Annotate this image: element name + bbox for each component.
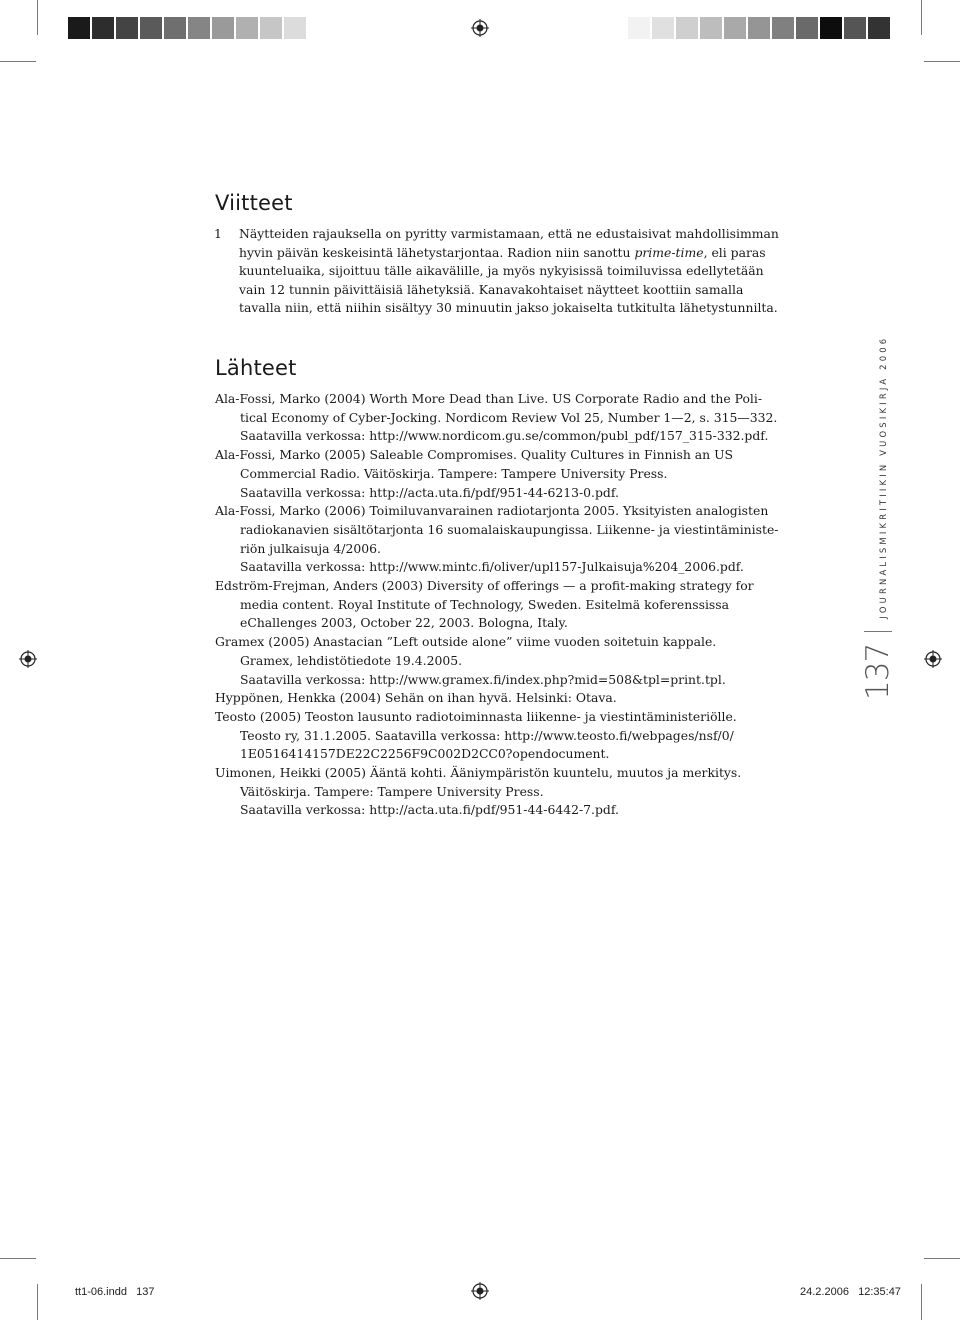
color-swatch <box>116 17 138 39</box>
color-swatch <box>652 17 674 39</box>
color-swatch <box>700 17 722 39</box>
registration-mark-top-icon <box>471 19 489 37</box>
color-swatch <box>212 17 234 39</box>
color-swatch <box>188 17 210 39</box>
crop-mark-bottom-left-v <box>37 1284 38 1320</box>
reference-line: eChallenges 2003, October 22, 2003. Bologna, Italy. <box>240 615 568 631</box>
reference-line: Commercial Radio. Väitöskirja. Tampere: Tampere University Press. <box>240 465 668 481</box>
reference-list <box>215 390 779 820</box>
footnote-line: tavalla niin, että niihin sisältyy 30 minuutin jakso jokaiselta tutkitulta lähetystunnilta. <box>239 300 778 316</box>
registration-mark-right-icon <box>924 650 942 668</box>
footnote-line: Näytteiden rajauksella on pyritty varmistamaan, että ne edustaisivat mahdollisimman <box>239 226 779 241</box>
reference-line: riön julkaisuja 4/2006. <box>240 540 381 556</box>
crop-mark-top-right-v <box>921 0 922 35</box>
reference-line: Saatavilla verkossa: http://acta.uta.fi/pdf/951-44-6442-7.pdf. <box>240 802 619 818</box>
color-swatch <box>284 17 306 39</box>
crop-mark-top-left-v <box>37 0 38 35</box>
color-swatch <box>676 17 698 39</box>
reference-line: Gramex (2005) Anastacian ”Left outside alone” viime vuoden soitetuin kappale. <box>215 634 717 650</box>
reference-line: media content. Royal Institute of Technology, Sweden. Esitelmä koferenssissa <box>240 596 730 612</box>
reference-line: Ala-Fossi, Marko (2005) Saleable Compromises. Quality Cultures in Finnish an US <box>215 447 734 463</box>
page-number: 137 <box>860 643 896 700</box>
reference-line: radiokanavien sisältötarjonta 16 suomalaiskaupungissa. Liikenne- ja viestintäministe- <box>240 521 779 537</box>
footnote <box>214 225 779 318</box>
slug-datetime: 24.2.2006 12:35:47 <box>800 1286 901 1298</box>
reference-line: 1E0516414157DE22C2256F9C002D2CC0?opendocument. <box>240 746 610 762</box>
color-swatch <box>868 17 890 39</box>
color-swatch <box>236 17 258 39</box>
registration-mark-bottom-icon <box>471 1282 489 1300</box>
footnote-line: vain 12 tunnin päivittäisiä lähetyksiä. Kanavakohtaiset näytteet koottiin samalla <box>239 281 744 297</box>
footnote-line: kuunteluaika, sijoittuu tälle aikavälille, ja myös nykyisissä toimiluvissa edellytetään <box>239 263 764 279</box>
italic-term: prime-time <box>634 244 704 260</box>
reference-line: Teosto ry, 31.1.2005. Saatavilla verkossa: http://www.teosto.fi/webpages/nsf/0/ <box>240 727 734 743</box>
publication-title: JOURNALISMIKRITIIKIN VUOSIKIRJA 2006 <box>878 335 888 619</box>
crop-mark-bottom-left-h <box>0 1258 36 1259</box>
reference-line: Saatavilla verkossa: http://www.gramex.fi/index.php?mid=508&tpl=print.tpl. <box>240 671 726 687</box>
reference-line: Saatavilla verkossa: http://www.mintc.fi/oliver/upl157-Julkaisuja%204_2006.pdf. <box>240 559 744 575</box>
slug-file: tt1-06.indd 137 <box>75 1286 155 1298</box>
color-swatch <box>796 17 818 39</box>
reference-line: Gramex, lehdistötiedote 19.4.2005. <box>240 652 463 668</box>
reference-line: Uimonen, Heikki (2005) Ääntä kohti. Ääniympäristön kuuntelu, muutos ja merkitys. <box>215 765 742 781</box>
notes-heading: Viitteet <box>215 191 293 215</box>
reference-line: Ala-Fossi, Marko (2006) Toimiluvanvarainen radiotarjonta 2005. Yksityisten analogisten <box>215 503 769 519</box>
reference-line: Edström-Frejman, Anders (2003) Diversity of offerings — a profit-making strategy for <box>215 578 754 594</box>
crop-mark-bottom-right-h <box>924 1258 960 1259</box>
color-swatch <box>628 17 650 39</box>
footnote-line: hyvin päivän keskeisintä lähetystarjontaa. Radion niin sanottu prime-time, eli paras <box>239 244 766 260</box>
running-footer <box>860 336 896 700</box>
reference-line: tical Economy of Cyber-Jocking. Nordicom Review Vol 25, Number 1—2, s. 315—332. <box>240 409 778 425</box>
sources-heading: Lähteet <box>215 356 297 380</box>
color-swatch <box>820 17 842 39</box>
registration-mark-left-icon <box>19 650 37 668</box>
reference-line: Teosto (2005) Teoston lausunto radiotoiminnasta liikenne- ja viestintäministeriölle. <box>215 708 737 724</box>
color-swatch <box>164 17 186 39</box>
footnote-number: 1 <box>214 226 222 241</box>
crop-mark-bottom-right-v <box>921 1284 922 1320</box>
crop-mark-top-right-h <box>924 61 960 62</box>
color-swatch <box>844 17 866 39</box>
reference-line: Hyppönen, Henkka (2004) Sehän on ihan hyvä. Helsinki: Otava. <box>215 690 617 706</box>
reference-line: Ala-Fossi, Marko (2004) Worth More Dead than Live. US Corporate Radio and the Poli- <box>215 391 763 406</box>
color-swatch <box>140 17 162 39</box>
color-swatch <box>260 17 282 39</box>
reference-line: Väitöskirja. Tampere: Tampere University Press. <box>240 783 544 799</box>
color-swatch <box>772 17 794 39</box>
crop-mark-top-left-h <box>0 61 36 62</box>
spine-divider <box>864 631 892 632</box>
color-swatch <box>748 17 770 39</box>
color-swatch <box>68 17 90 39</box>
color-bar-left <box>68 17 308 39</box>
color-bar-right <box>628 17 892 39</box>
color-swatch <box>92 17 114 39</box>
color-swatch <box>724 17 746 39</box>
reference-line: Saatavilla verkossa: http://acta.uta.fi/pdf/951-44-6213-0.pdf. <box>240 484 619 500</box>
reference-line: Saatavilla verkossa: http://www.nordicom.gu.se/common/publ_pdf/157_315-332.pdf. <box>240 428 769 444</box>
